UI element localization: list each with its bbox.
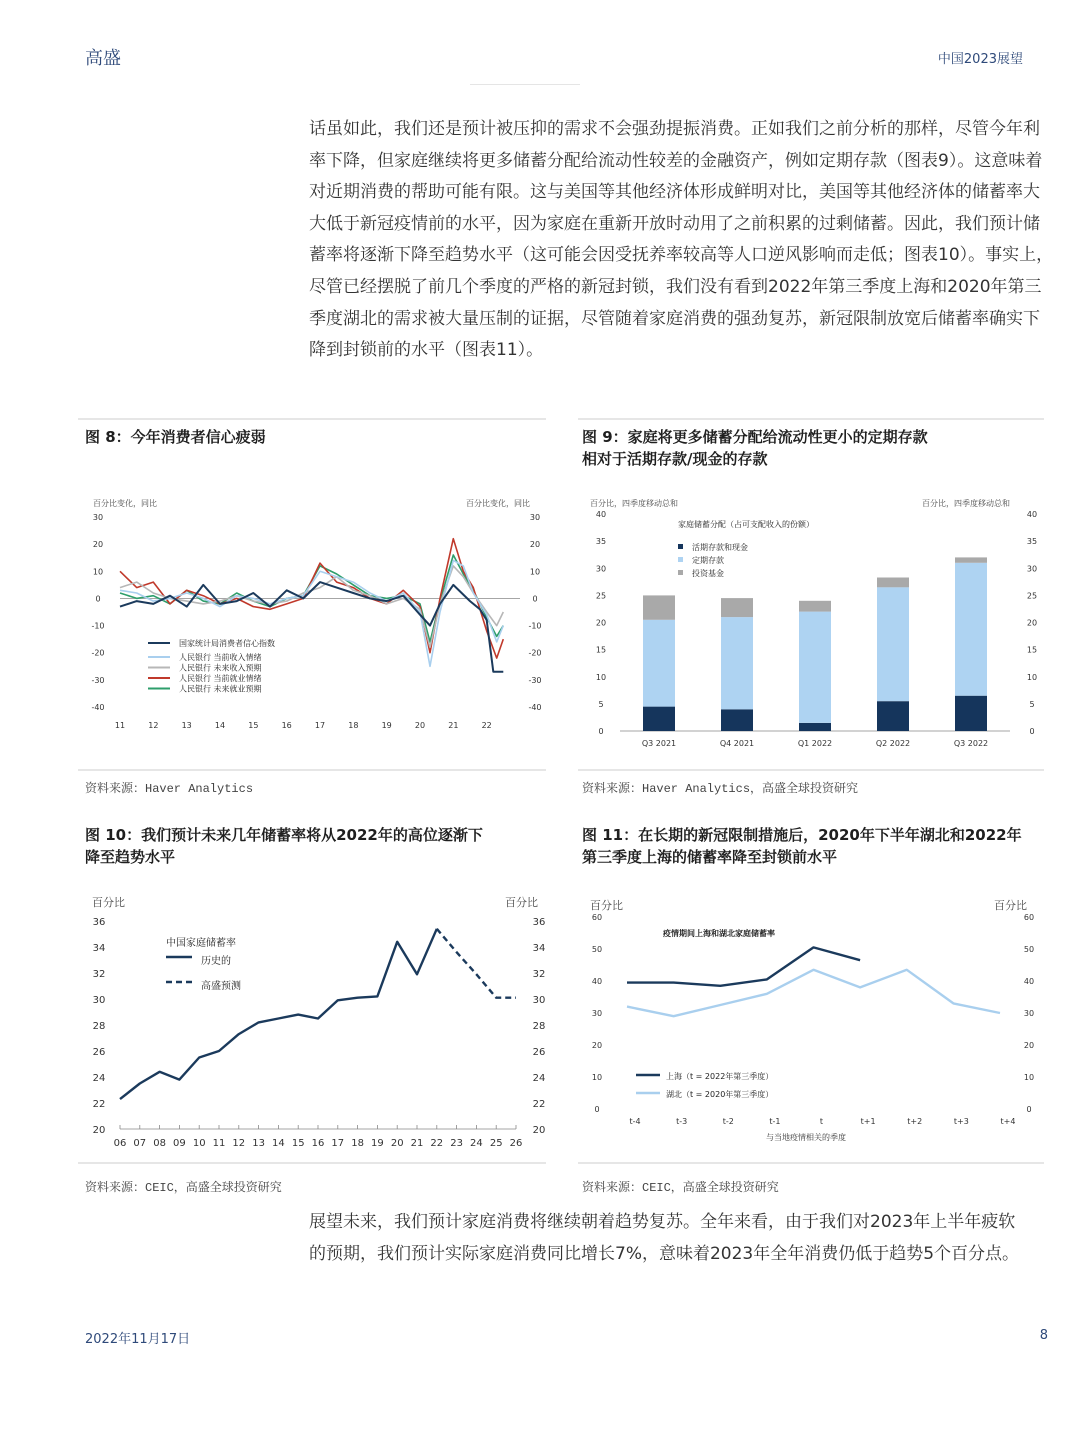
fig9-xtick: Q3 2021 (641, 739, 677, 748)
fig9-bar-segment (799, 723, 831, 731)
fig8-xtick: 16 (281, 721, 292, 730)
fig8-legend-label: 人民银行 未来就业预期 (179, 684, 262, 694)
divider (78, 1162, 546, 1164)
fig11-ytick-right: 30 (1023, 1009, 1035, 1018)
fig8-ytick-left: -40 (91, 703, 105, 712)
fig8-ytick-left: 0 (95, 594, 101, 604)
fig10-ytick-left: 32 (92, 969, 106, 980)
fig9-legend-title: 家庭储蓄分配（占可支配收入的份额） (678, 520, 814, 529)
header-divider (470, 84, 580, 85)
fig11-xtick: t (819, 1117, 824, 1126)
fig11-ytick-left: 20 (591, 1041, 603, 1050)
fig11-source: 资料来源：CEIC，高盛全球投资研究 (582, 1181, 779, 1195)
fig11-ytick-right: 10 (1023, 1073, 1035, 1082)
fig8-source: 资料来源：Haver Analytics (85, 782, 254, 796)
intro-paragraph: 话虽如此，我们还是预计被压抑的需求不会强劲提振消费。正如我们之前分析的那样，尽管今年利率下降，但家庭继续将更多储蓄分配给流动性较差的金融资产，例如定期存款（图表9）。这意味着对近期消费的帮助可能有限。这与美国等其他经济体形成鲜明对比，美国等其他经济体的储蓄率大大低于新冠疫情前的水平，因为家庭在重新开放时动用了之前积累的过剩储蓄。因此，我们预计储蓄率将逐渐下降至趋势水平（这可能会因受抚养率较高等人口逆风影响而走低；图表10）。事实上，尽管已经摆脱了前几个季度的严格的新冠封锁，我们没有看到2022年第三季度上海和2020年第三季度湖北的需求被大量压制的证据，尽管随着家庭消费的强劲复苏，新冠限制放宽后储蓄率确实下降到封锁前的水平（图表11）。 (309, 119, 1054, 361)
fig10-xtick: 24 (470, 1138, 483, 1149)
fig10-ytick-left: 26 (92, 1047, 106, 1058)
fig11-ytick-right: 60 (1023, 913, 1035, 922)
fig11-ytick-right: 20 (1023, 1041, 1035, 1050)
fig9-ytick-left: 20 (595, 618, 607, 628)
fig9-ytick-left: 25 (595, 591, 607, 601)
fig10-ytick-right: 24 (532, 1073, 546, 1084)
footer-date: 2022年11月17日 (85, 1332, 191, 1347)
fig9-title: 图 9：家庭将更多储蓄分配给流动性更小的定期存款 相对于活期存款/现金的存款 (582, 428, 928, 468)
report-title: 中国2023展望 (937, 52, 1023, 67)
fig9-legend-label: 活期存款和现金 (692, 543, 748, 552)
fig11-ytick-left: 10 (591, 1073, 603, 1082)
fig8-xtick: 18 (348, 721, 359, 730)
fig9-legend-swatch (678, 557, 683, 562)
fig11-ytick-left: 30 (591, 1009, 603, 1018)
fig9-bar-segment (799, 612, 831, 723)
fig11-xtick: t+4 (1000, 1117, 1016, 1126)
fig9-ytick-right: 25 (1026, 591, 1038, 601)
fig10-xtick: 11 (212, 1138, 226, 1149)
fig10-xtick: 18 (351, 1138, 364, 1149)
page-number: 8 (1039, 1328, 1048, 1343)
fig10-xtick: 10 (192, 1138, 206, 1149)
fig11-xtick: t+1 (860, 1117, 876, 1126)
fig10-xtick: 23 (450, 1138, 463, 1149)
fig9-ylabel-right: 百分比，四季度移动总和 (922, 499, 1010, 508)
fig10-ytick-left: 30 (92, 995, 106, 1006)
fig8-ytick-right: 30 (529, 513, 541, 522)
fig8-ytick-left: -10 (91, 621, 105, 631)
fig8-ytick-right: -20 (528, 648, 542, 658)
fig9-legend-label: 投资基金 (692, 569, 724, 578)
fig11-ytick-right: 0 (1026, 1105, 1032, 1114)
fig9-legend-label: 定期存款 (692, 556, 724, 565)
fig10-source: 资料来源：CEIC，高盛全球投资研究 (85, 1181, 282, 1195)
fig11-ytick-right: 50 (1023, 945, 1035, 954)
fig10-ytick-right: 20 (532, 1125, 546, 1136)
fig10-xtick: 16 (311, 1138, 325, 1149)
fig9-ytick-right: 5 (1029, 699, 1035, 709)
fig10-ytick-right: 28 (532, 1021, 546, 1032)
fig8-xtick: 17 (314, 721, 326, 730)
fig9-bar-segment (877, 578, 909, 588)
fig8-legend-label: 人民银行 当前就业情绪 (179, 674, 262, 683)
fig10-legend-label: 历史的 (201, 956, 231, 967)
fig11-xtick: t-3 (676, 1117, 688, 1126)
fig10-ytick-left: 36 (92, 917, 106, 928)
fig8-ytick-right: 0 (532, 594, 538, 604)
fig9-ytick-left: 30 (595, 564, 607, 574)
fig11-ytick-left: 40 (591, 977, 603, 986)
fig9-ytick-right: 40 (1026, 510, 1038, 519)
fig10-ytick-right: 26 (532, 1047, 546, 1058)
fig9-bar-segment (955, 696, 987, 731)
fig8-xtick: 20 (414, 721, 426, 730)
fig10-xtick: 21 (410, 1138, 424, 1149)
fig10-title: 图 10：我们预计未来几年储蓄率将从2022年的高位逐渐下 降至趋势水平 (85, 826, 483, 866)
fig11-xlabel: 与当地疫情相关的季度 (766, 1133, 846, 1142)
fig9-bar-segment (721, 617, 753, 709)
fig9-xtick: Q1 2022 (797, 739, 833, 748)
fig10-xtick: 12 (232, 1138, 246, 1149)
divider (78, 769, 546, 771)
fig9-ytick-left: 40 (595, 510, 607, 519)
fig9-legend-swatch (678, 570, 683, 575)
fig11-ylabel-right: 百分比 (994, 899, 1027, 912)
fig11-ytick-left: 60 (591, 913, 603, 922)
fig8-ylabel-left: 百分比变化，同比 (93, 499, 157, 508)
fig9-xtick: Q3 2022 (953, 739, 989, 748)
fig10-ytick-right: 22 (532, 1099, 546, 1110)
fig8-ytick-right: 10 (529, 567, 541, 577)
fig10-xtick: 15 (291, 1138, 305, 1149)
fig9-bar-segment (955, 563, 987, 696)
fig10-xtick: 07 (133, 1138, 147, 1149)
fig9-bar-segment (877, 701, 909, 731)
fig8-xtick: 15 (248, 721, 259, 730)
fig8-ytick-right: -30 (528, 675, 542, 685)
fig11-ytick-left: 50 (591, 945, 603, 954)
fig10-xtick: 19 (371, 1138, 384, 1149)
fig9-xtick: Q4 2021 (719, 739, 755, 748)
fig8-legend-label: 国家统计局消费者信心指数 (179, 639, 275, 648)
fig8-xtick: 21 (448, 721, 459, 730)
fig11-series-line (627, 947, 860, 985)
fig10-ytick-right: 34 (532, 943, 546, 954)
fig9-xtick: Q2 2022 (875, 739, 911, 748)
fig10-ytick-left: 24 (92, 1073, 106, 1084)
fig10-series-line (437, 929, 516, 998)
fig10-xtick: 14 (272, 1138, 285, 1149)
fig10-xtick: 09 (173, 1138, 186, 1149)
fig10-xtick: 06 (113, 1138, 127, 1149)
fig9-source: 资料来源：Haver Analytics，高盛全球投资研究 (582, 782, 859, 796)
fig8-xtick: 19 (381, 721, 392, 730)
fig9-bar-segment (643, 620, 675, 707)
fig8-xtick: 12 (148, 721, 159, 730)
fig8-series-line (120, 560, 503, 666)
fig9-bar-segment (877, 587, 909, 701)
fig8-ytick-left: 20 (92, 540, 104, 550)
fig9-bar-segment (955, 557, 987, 562)
fig10-ylabel-right: 百分比 (505, 896, 538, 909)
divider (578, 1162, 1044, 1164)
fig8-xtick: 14 (214, 721, 226, 730)
fig8-ytick-left: 30 (92, 513, 104, 522)
fig9-ytick-right: 0 (1029, 727, 1035, 736)
fig11-xtick: t-4 (629, 1117, 641, 1126)
fig8-xtick: 13 (181, 721, 192, 730)
fig10-xtick: 17 (331, 1138, 345, 1149)
fig10-xtick: 08 (153, 1138, 166, 1149)
fig9-ytick-right: 35 (1026, 537, 1038, 547)
fig11-legend-label: 上海（t = 2022年第三季度） (666, 1072, 774, 1081)
brand-name: 高盛 (85, 48, 121, 69)
fig11-series-line (627, 970, 1000, 1016)
fig10-ytick-left: 22 (92, 1099, 106, 1110)
fig8-ytick-left: -30 (91, 675, 105, 685)
fig10-ytick-left: 20 (92, 1125, 106, 1136)
fig9-ytick-left: 10 (595, 672, 607, 682)
fig10-legend-title: 中国家庭储蓄率 (166, 938, 236, 949)
closing-paragraph: 展望未来，我们预计家庭消费将继续朝着趋势复苏。全年来看，由于我们对2023年上半年疲软的预期，我们预计实际家庭消费同比增长7%，意味着2023年全年消费仍低于趋势5个百分点。 (309, 1212, 1020, 1264)
fig9-ylabel-left: 百分比，四季度移动总和 (590, 499, 678, 508)
fig8-legend-label: 人民银行 未来收入预期 (179, 663, 262, 673)
fig11-ylabel-left: 百分比 (590, 899, 623, 912)
fig9-ytick-left: 0 (598, 727, 604, 736)
fig10-chart (80, 890, 550, 1155)
fig9-chart (580, 490, 1050, 755)
fig8-ytick-left: -20 (91, 648, 105, 658)
fig10-xtick: 13 (252, 1138, 265, 1149)
fig11-legend-label: 湖北（t = 2020年第三季度） (666, 1090, 774, 1099)
divider (578, 769, 1044, 771)
fig8-ylabel-right: 百分比变化，同比 (466, 499, 530, 508)
fig11-ytick-right: 40 (1023, 977, 1035, 986)
fig8-title: 图 8：今年消费者信心疲弱 (85, 428, 266, 446)
divider (578, 418, 1044, 420)
fig8-ytick-left: 10 (92, 567, 104, 577)
fig9-ytick-right: 10 (1026, 672, 1038, 682)
divider (78, 418, 546, 420)
fig10-ylabel-left: 百分比 (92, 896, 125, 909)
fig10-legend-label: 高盛预测 (201, 981, 241, 992)
fig10-series-line (120, 929, 437, 1099)
fig9-ytick-right: 20 (1026, 618, 1038, 628)
fig11-xtick: t+2 (907, 1117, 923, 1126)
fig11-xtick: t-2 (722, 1117, 734, 1126)
fig11-xtick: t-1 (769, 1117, 781, 1126)
fig8-chart (80, 490, 550, 740)
fig10-ytick-left: 34 (92, 943, 106, 954)
fig10-ytick-right: 30 (532, 995, 546, 1006)
fig8-xtick: 22 (481, 721, 492, 730)
fig11-chart (580, 890, 1050, 1155)
fig9-bar-segment (799, 601, 831, 612)
fig11-title: 图 11：在长期的新冠限制措施后，2020年下半年湖北和2022年 第三季度上海的储蓄率降至封锁前水平 (582, 826, 1022, 866)
fig9-ytick-left: 15 (595, 645, 607, 655)
fig9-bar-segment (721, 709, 753, 731)
fig11-chart-title: 疫情期间上海和湖北家庭储蓄率 (663, 929, 775, 938)
fig11-ytick-left: 0 (594, 1105, 600, 1114)
fig8-ytick-right: -10 (528, 621, 542, 631)
fig9-legend-swatch (678, 544, 683, 549)
fig8-legend-label: 人民银行 当前收入情绪 (179, 653, 262, 662)
fig9-ytick-right: 30 (1026, 564, 1038, 574)
fig10-ytick-right: 36 (532, 917, 546, 928)
fig8-xtick: 11 (114, 721, 126, 730)
fig9-bar-segment (643, 707, 675, 731)
fig9-bar-segment (721, 598, 753, 617)
fig10-xtick: 20 (390, 1138, 404, 1149)
fig10-ytick-left: 28 (92, 1021, 106, 1032)
fig10-ytick-right: 32 (532, 969, 546, 980)
fig9-ytick-left: 5 (598, 699, 604, 709)
fig10-xtick: 22 (430, 1138, 444, 1149)
fig10-xtick: 26 (509, 1138, 523, 1149)
fig8-ytick-right: 20 (529, 540, 541, 550)
fig9-ytick-right: 15 (1026, 645, 1038, 655)
fig8-ytick-right: -40 (528, 703, 542, 712)
fig9-bar-segment (643, 595, 675, 619)
fig11-xtick: t+3 (953, 1117, 969, 1126)
fig9-ytick-left: 35 (595, 537, 607, 547)
fig10-xtick: 25 (489, 1138, 503, 1149)
